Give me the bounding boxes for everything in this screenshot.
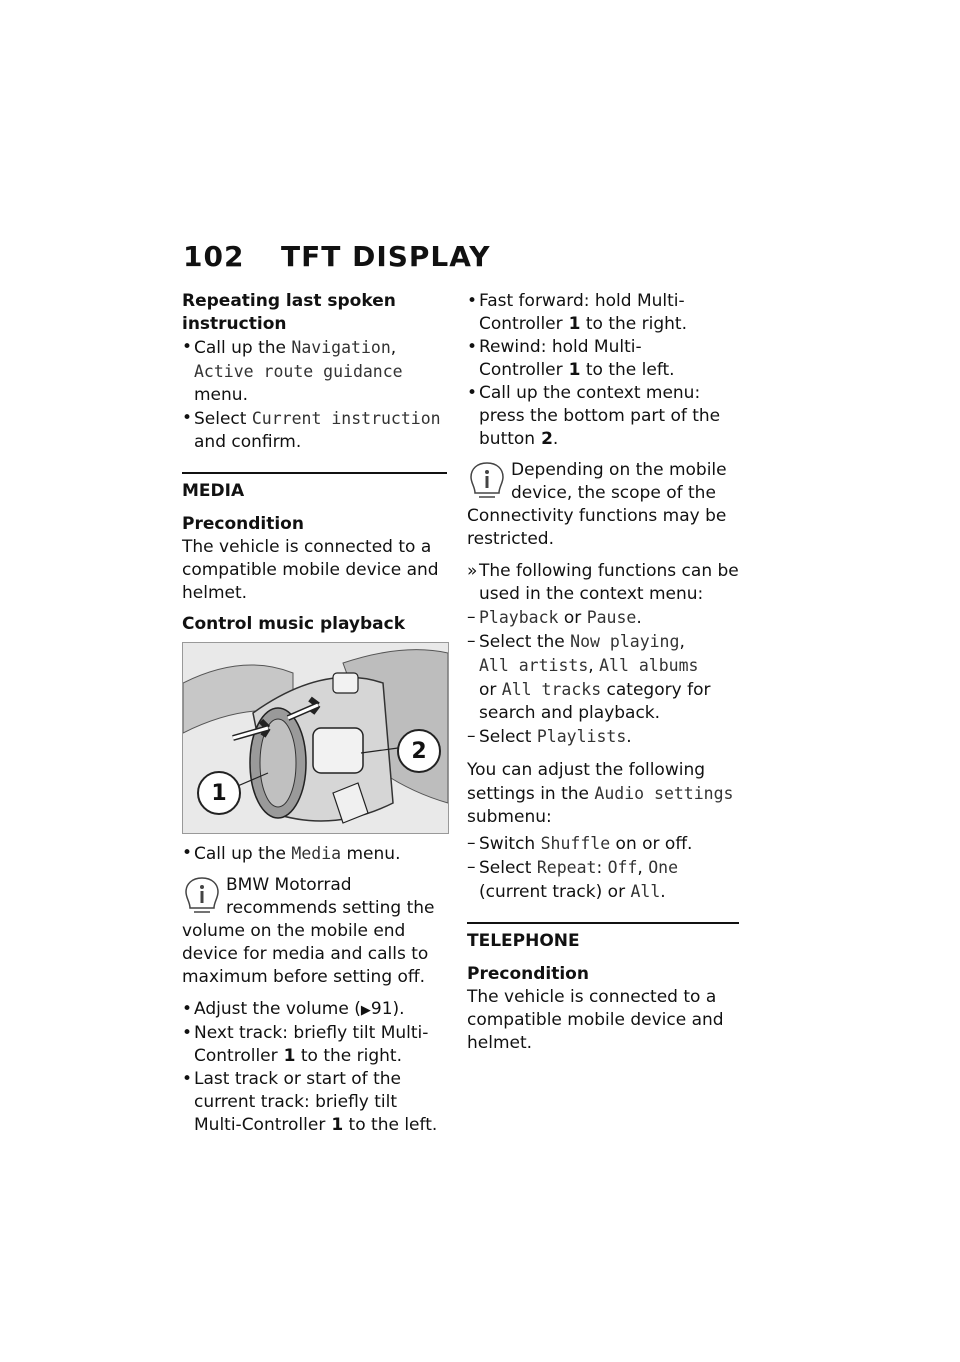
text: to the right. bbox=[295, 1046, 402, 1066]
repeat-steps bbox=[182, 336, 447, 454]
menu-path: Navigation bbox=[291, 338, 391, 357]
text: Next track: briefly tilt Multi-Controller bbox=[194, 1023, 429, 1066]
info-icon bbox=[467, 459, 507, 503]
menu-path: Playlists bbox=[536, 727, 627, 746]
text: ). bbox=[392, 999, 405, 1019]
text: Select bbox=[479, 858, 537, 878]
text: , bbox=[679, 632, 685, 652]
media-steps bbox=[182, 842, 447, 866]
text: . bbox=[636, 608, 642, 628]
context-functions bbox=[467, 560, 739, 749]
menu-path: One bbox=[648, 858, 679, 877]
precondition-heading: Precondition bbox=[467, 964, 589, 984]
text: submenu: bbox=[467, 807, 552, 827]
menu-path: Media bbox=[291, 844, 342, 863]
text: : bbox=[596, 858, 608, 878]
menu-path: All artists bbox=[479, 656, 589, 675]
text: Call up the bbox=[194, 338, 292, 358]
list-item bbox=[467, 382, 739, 451]
note bbox=[467, 459, 739, 554]
text: . bbox=[626, 727, 632, 747]
menu-path: All tracks bbox=[501, 680, 602, 699]
list-item bbox=[467, 336, 739, 382]
text: Last track or start of the current track: briefly tilt Multi-Controller bbox=[194, 1069, 401, 1135]
key-ref: 1 bbox=[568, 360, 581, 380]
text: to the left. bbox=[343, 1115, 438, 1135]
text: You can adjust the following settings in the bbox=[467, 760, 706, 804]
list-item bbox=[467, 832, 739, 856]
info-icon bbox=[182, 874, 222, 918]
text: or bbox=[479, 680, 502, 700]
repeat-heading: Repeating last spoken instruction bbox=[182, 291, 396, 334]
page-ref-arrow-icon: ▶ bbox=[360, 1003, 371, 1018]
text: Fast forward: hold Multi-Controller bbox=[479, 291, 685, 334]
result-item bbox=[467, 560, 739, 606]
list-item bbox=[182, 336, 447, 407]
playback-steps bbox=[182, 998, 447, 1137]
handlebar-figure bbox=[182, 642, 449, 834]
text: or bbox=[558, 608, 587, 628]
text: Switch bbox=[479, 834, 541, 854]
page-number: 102 bbox=[183, 240, 245, 273]
list-item bbox=[467, 856, 739, 904]
note-text: Depending on the mobile device, the scope of the Connectivity functions may be restricted. bbox=[467, 460, 727, 549]
list-item bbox=[182, 998, 447, 1022]
menu-path: Shuffle bbox=[540, 834, 611, 853]
audio-settings bbox=[467, 832, 739, 904]
text: to the right. bbox=[580, 314, 687, 334]
note-text: BMW Motorrad recommends setting the volume on the mobile end device for media and calls to maximum before setting off. bbox=[182, 875, 435, 987]
list-item bbox=[467, 290, 739, 336]
text: , bbox=[390, 338, 397, 358]
text: Select bbox=[479, 727, 537, 747]
key-ref: 1 bbox=[568, 314, 581, 334]
key-ref: 1 bbox=[283, 1046, 296, 1066]
text: Select bbox=[194, 409, 252, 429]
text: menu. bbox=[341, 844, 401, 864]
key-ref: 2 bbox=[541, 429, 553, 449]
menu-path: Off bbox=[607, 858, 638, 877]
text: Call up the context menu: press the bottom part of the button bbox=[479, 383, 721, 449]
text: Adjust the volume ( bbox=[194, 999, 361, 1019]
menu-path: Repeat bbox=[536, 858, 597, 877]
text: , bbox=[588, 656, 600, 676]
text: Select the bbox=[479, 632, 571, 652]
list-item bbox=[182, 842, 447, 866]
text: (current track) or bbox=[479, 882, 631, 902]
menu-path: Active route guidance bbox=[194, 362, 403, 381]
text: Rewind: hold Multi-Controller bbox=[479, 337, 642, 380]
control-heading: Control music playback bbox=[182, 614, 406, 634]
page-header bbox=[183, 240, 491, 280]
text: , bbox=[637, 858, 649, 878]
right-column bbox=[467, 290, 739, 1058]
text: and confirm. bbox=[194, 432, 302, 452]
precondition-heading: Precondition bbox=[182, 514, 304, 534]
text: on or off. bbox=[610, 834, 693, 854]
callout-2: 2 bbox=[397, 729, 441, 773]
text: menu. bbox=[194, 385, 248, 405]
menu-path: All bbox=[630, 882, 661, 901]
list-item bbox=[182, 1068, 447, 1137]
text: The following functions can be used in the context menu: bbox=[479, 561, 739, 604]
text: to the left. bbox=[580, 360, 675, 380]
page-title: TFT DISPLAY bbox=[281, 240, 491, 273]
adjust-text bbox=[467, 759, 739, 829]
list-item bbox=[467, 630, 739, 725]
note bbox=[182, 874, 447, 992]
menu-path: Pause bbox=[586, 608, 637, 627]
text: . bbox=[552, 429, 559, 449]
key-ref: 1 bbox=[331, 1115, 344, 1135]
menu-path: Audio settings bbox=[594, 784, 734, 803]
section-telephone: TELEPHONE bbox=[467, 922, 739, 953]
menu-path: All albums bbox=[599, 656, 699, 675]
section-media: MEDIA bbox=[182, 472, 447, 503]
callout-1: 1 bbox=[197, 771, 241, 815]
text: . bbox=[660, 882, 666, 902]
precondition-text: The vehicle is connected to a compatible mobile device and helmet. bbox=[182, 537, 439, 603]
text: category for search and playback. bbox=[479, 680, 711, 723]
menu-path: Now playing bbox=[570, 632, 680, 651]
list-item bbox=[182, 1022, 447, 1068]
left-column bbox=[182, 290, 447, 1145]
menu-path: Playback bbox=[479, 608, 559, 627]
list-item bbox=[467, 725, 739, 749]
list-item bbox=[182, 407, 447, 454]
playback-steps-cont bbox=[467, 290, 739, 451]
list-item bbox=[467, 606, 739, 630]
page-ref: 91 bbox=[370, 999, 393, 1019]
precondition-text: The vehicle is connected to a compatible mobile device and helmet. bbox=[467, 987, 724, 1053]
menu-path: Current instruction bbox=[251, 409, 441, 428]
text: Call up the bbox=[194, 844, 292, 864]
